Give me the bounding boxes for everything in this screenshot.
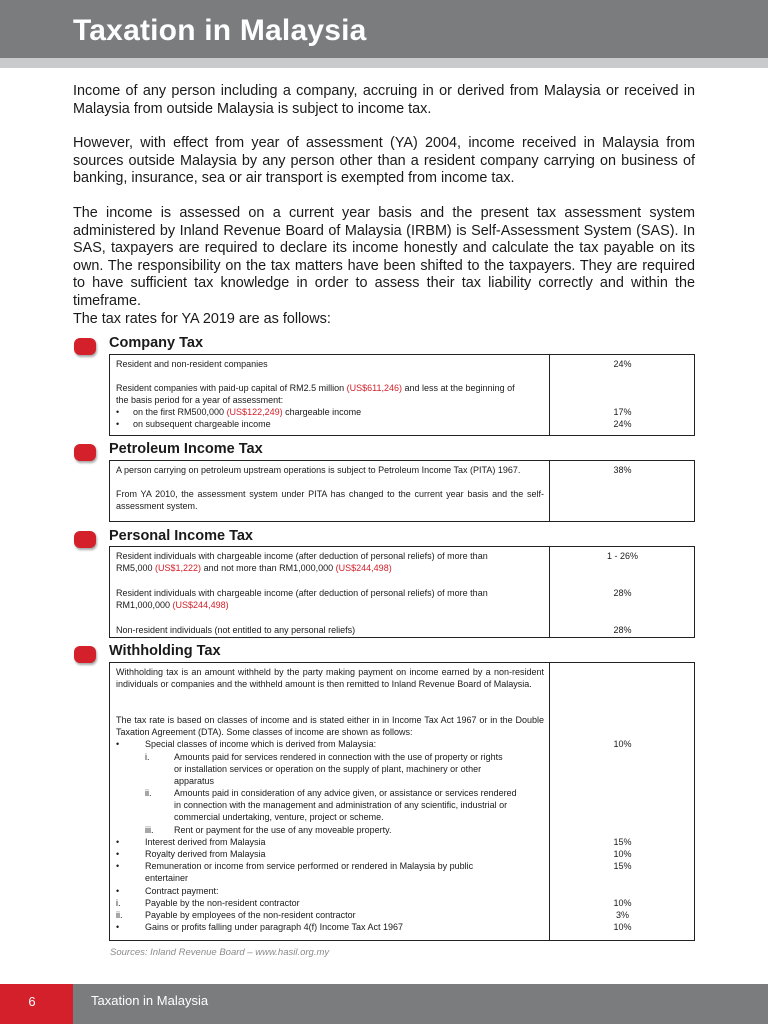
rate-cell: 28%: [613, 588, 632, 598]
table-cell: RM5,000 (US$1,222) and not more than RM1,000,000 (US$244,498): [116, 563, 392, 573]
rate-cell: 1 - 26%: [606, 551, 639, 561]
table-cell: Resident and non-resident companies: [116, 359, 268, 369]
rate-cell: 17%: [613, 407, 632, 417]
usd-amount: (US$1,222): [155, 563, 202, 573]
table-cell: Special classes of income which is derived from Malaysia:: [145, 739, 377, 749]
rate-cell: 28%: [613, 625, 632, 635]
petroleum-tax-table: [109, 460, 695, 522]
list-number: ii.: [116, 910, 123, 920]
table-cell: Amounts paid for services rendered in connection with the use of property or rights: [174, 752, 503, 762]
rate-cell: 15%: [613, 837, 632, 847]
usd-amount: (US$244,498): [335, 563, 392, 573]
personal-tax-table: [109, 546, 695, 638]
bullet-marker: •: [116, 922, 120, 932]
company-tax-table: [109, 354, 695, 436]
table-cell: the basis period for a year of assessment:: [116, 395, 284, 405]
table-cell: Resident companies with paid-up capital of RM2.5 million (US$611,246) and less at the beginning of: [116, 383, 515, 393]
intro-paragraph-3: The income is assessed on a current year basis and the present tax assessment system administered by Inland Revenue Board of Malaysia (IRBM) is Self-Assessment System (SAS). In SAS, taxpayers are required to declare its income honestly and calculate the tax payable on its own. The responsibility on the tax matters have been shifted to the taxpayers. They are required to have sufficient tax knowledge in order to assess their tax liability correctly and within the timeframe.: [73, 205, 695, 309]
rate-cell: 38%: [613, 465, 632, 475]
table-cell: on the first RM500,000 (US$122,249) chargeable income: [133, 407, 362, 417]
table-cell: entertainer: [145, 873, 189, 883]
list-number: iii.: [145, 825, 154, 835]
table-cell: Payable by employees of the non-resident contractor: [145, 910, 356, 920]
table-cell: Withholding tax is an amount withheld by the party making payment on income earned by a non-resident individuals or companies and the withheld amount is then remitted to Inland Revenue Board of Malaysia.: [116, 667, 544, 690]
header-divider: [0, 58, 768, 68]
withholding-tax-table: [109, 662, 695, 941]
intro-paragraph-4: The tax rates for YA 2019 are as follows:: [73, 311, 331, 327]
bullet-marker: •: [116, 407, 120, 417]
rate-cell: 24%: [613, 359, 632, 369]
table-cell: The tax rate is based on classes of income and is stated either in in Income Tax Act 1967 or in the Double Taxation Agreement (DTA). Some classes of income are shown as follows:: [116, 715, 544, 738]
table-cell: or installation services or operation on the supply of plant, machinery or other: [174, 764, 482, 774]
table-cell: Resident individuals with chargeable income (after deduction of personal reliefs) of more than: [116, 588, 488, 598]
table-cell: Contract payment:: [145, 886, 219, 896]
intro-paragraph-2: However, with effect from year of assessment (YA) 2004, income received in Malaysia from sources outside Malaysia by any person other than a resident company carrying on business of banking, insurance, sea or air transport is exempted from income tax.: [73, 135, 695, 187]
list-number: i.: [116, 898, 121, 908]
page-title: Taxation in Malaysia: [73, 14, 367, 47]
section-title: Company Tax: [109, 335, 204, 351]
footer-title: Taxation in Malaysia: [91, 993, 209, 1008]
intro-paragraph-1: Income of any person including a company, accruing in or derived from Malaysia or received in Malaysia from outside Malaysia is subject to income tax.: [73, 83, 695, 117]
section-title: Petroleum Income Tax: [109, 441, 263, 457]
rate-cell: 3%: [615, 910, 629, 920]
table-cell: apparatus: [174, 776, 215, 786]
table-cell: A person carrying on petroleum upstream operations is subject to Petroleum Income Tax (PITA) 1967.: [116, 465, 521, 475]
red-bullet-icon: [74, 338, 96, 355]
table-cell: Payable by the non-resident contractor: [145, 898, 300, 908]
usd-amount: (US$122,249): [226, 407, 283, 417]
table-cell: RM1,000,000 (US$244,498): [116, 600, 229, 610]
bullet-marker: •: [116, 849, 120, 859]
red-bullet-icon: [74, 444, 96, 461]
rate-cell: 10%: [613, 849, 632, 859]
usd-amount: (US$611,246): [346, 383, 402, 393]
sources-note: Sources: Inland Revenue Board – www.hasil.org.my: [110, 947, 330, 958]
section-title: Personal Income Tax: [109, 528, 253, 544]
section-title: Withholding Tax: [109, 643, 221, 659]
page-number: 6: [28, 994, 36, 1009]
table-cell: commercial undertaking, venture, project or scheme.: [174, 812, 384, 822]
bullet-marker: •: [116, 837, 120, 847]
usd-amount: (US$244,498): [172, 600, 229, 610]
rate-cell: 15%: [613, 861, 632, 871]
list-number: i.: [145, 752, 150, 762]
table-cell: Non-resident individuals (not entitled to any personal reliefs): [116, 625, 356, 635]
bullet-marker: •: [116, 861, 120, 871]
table-cell: Gains or profits falling under paragraph 4(f) Income Tax Act 1967: [145, 922, 403, 932]
table-cell: Interest derived from Malaysia: [145, 837, 266, 847]
table-cell: From YA 2010, the assessment system under PITA has changed to the current year basis and the self-assessment system.: [116, 489, 544, 512]
table-cell: in connection with the management and administration of any scientific, industrial or: [174, 800, 508, 810]
page-header: [0, 0, 768, 58]
table-cell: Rent or payment for the use of any moveable property.: [174, 825, 392, 835]
bullet-marker: •: [116, 739, 120, 749]
rate-cell: 24%: [613, 419, 632, 429]
table-cell: Royalty derived from Malaysia: [145, 849, 266, 859]
table-cell: Amounts paid in consideration of any advice given, or assistance or services rendered: [174, 788, 517, 798]
red-bullet-icon: [74, 531, 96, 548]
table-cell: Remuneration or income from service performed or rendered in Malaysia by public: [145, 861, 474, 871]
bullet-marker: •: [116, 886, 120, 896]
red-bullet-icon: [74, 646, 96, 663]
table-cell: on subsequent chargeable income: [133, 419, 271, 429]
bullet-marker: •: [116, 419, 120, 429]
rate-cell: 10%: [613, 739, 632, 749]
rate-cell: 10%: [613, 922, 632, 932]
table-cell: Resident individuals with chargeable income (after deduction of personal reliefs) of more than: [116, 551, 488, 561]
rate-cell: 10%: [613, 898, 632, 908]
list-number: ii.: [145, 788, 152, 798]
